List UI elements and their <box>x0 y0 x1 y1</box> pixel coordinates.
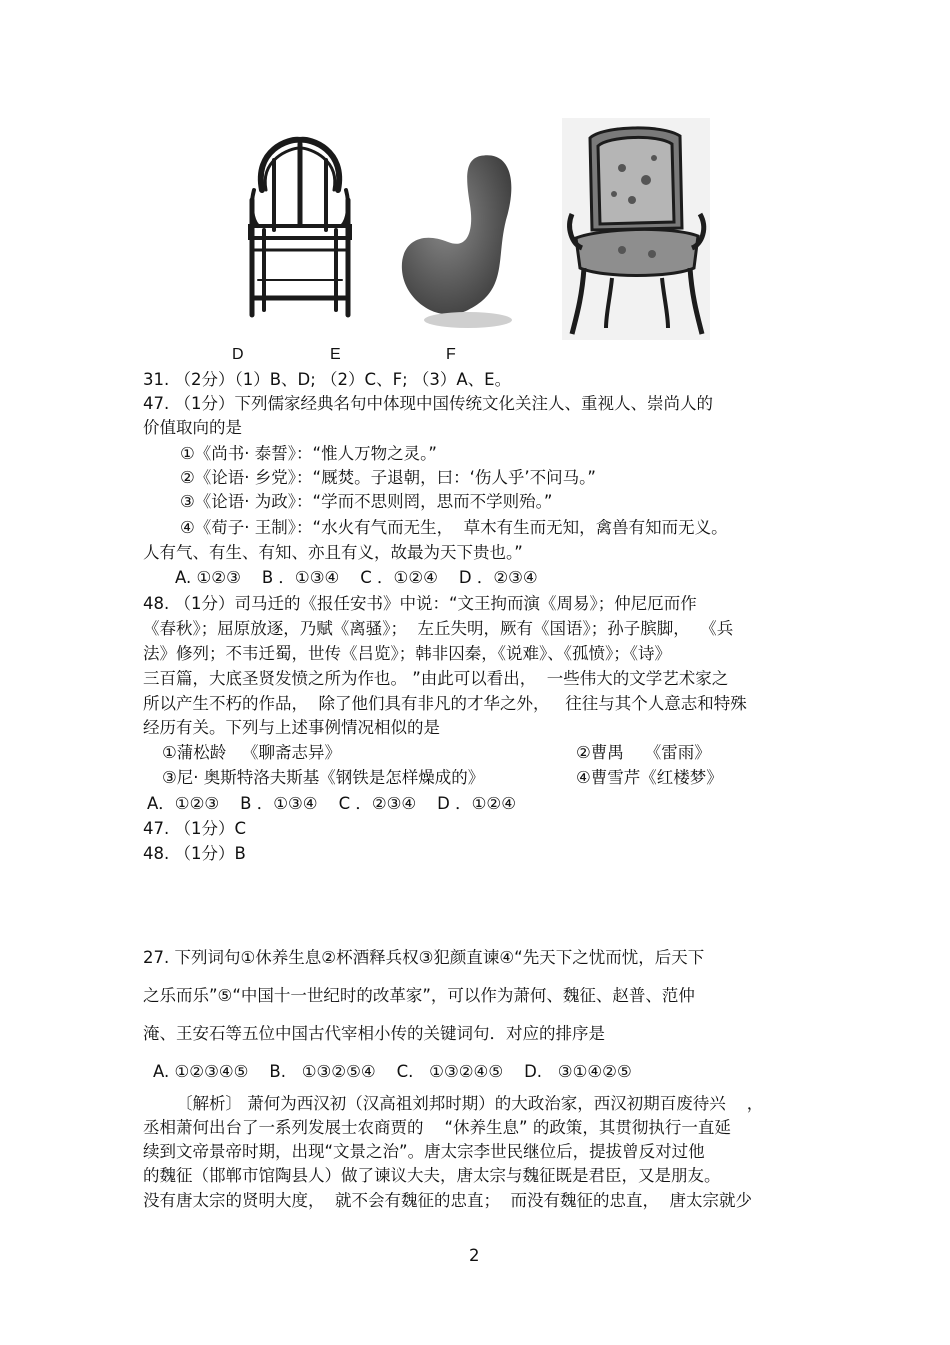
analysis-line-4: 的魏征（邯郸市馆陶县人）做了谏议大夫，唐太宗与魏征既是君臣，又是朋友。 <box>143 1166 721 1185</box>
question-47-options: A. ①②③ B ．①③④ C ．①②④ D ．②③④ <box>175 568 538 587</box>
question-48-item-1: ①蒲松龄 《聊斋志异》 <box>162 743 342 762</box>
question-48-stem-1: 48. （1分）司马迁的《报任安书》中说：“文王拘而演《周易》；仲尼厄而作 <box>143 594 697 613</box>
question-47-stem-cont: 价值取向的是 <box>143 418 242 437</box>
analysis-line-1: 〔解析〕 萧何为西汉初（汉高祖刘邦时期）的大政治家，西汉初期百废待兴 ， <box>176 1094 764 1113</box>
ming-chair-icon <box>244 130 356 318</box>
answer-31: 31. （2分）（1）B、D; （2）C、F; （3）A、E。 <box>143 370 512 389</box>
question-48-item-3: ③尼· 奥斯特洛夫斯基《钢铁是怎样燥成的》 <box>162 768 485 787</box>
chair-d-image <box>244 130 356 318</box>
analysis-line-5: 没有唐太宗的贤明大度， 就不会有魏征的忠直； 而没有魏征的忠直， 唐太宗就少 <box>143 1191 752 1210</box>
analysis-line-2: 丞相萧何出台了一系列发展士农商贾的 “休养生息” 的政策，其贯彻执行一直延 <box>143 1118 731 1137</box>
question-48-stem-6: 经历有关。下列与上述事例情况相似的是 <box>143 718 440 737</box>
question-27-stem-2: 之乐而乐”⑤“中国十一世纪时的改革家”，可以作为萧何、魏征、赵普、范仲 <box>143 986 695 1005</box>
question-47-item-4: ④《荀子· 王制》：“水火有气而无生， 草木有生而无知，禽兽有知而无义。 <box>180 518 728 537</box>
question-27-stem-3: 淹、王安石等五位中国古代宰相小传的关键词句．对应的排序是 <box>143 1024 605 1043</box>
question-47-item-1: ①《尚书· 泰誓》：“惟人万物之灵。” <box>180 444 437 463</box>
chair-d-label: D <box>232 346 244 363</box>
question-47-item-4-cont: 人有气、有生、有知、亦且有义，故最为天下贵也。” <box>143 543 523 562</box>
question-48-stem-3: 法》修列；不韦迁蜀，世传《吕览》；韩非囚秦，《说难》、《孤愤》；《诗》 <box>143 644 671 663</box>
chair-e-label: E <box>330 346 341 363</box>
chair-f-label: F <box>446 346 456 363</box>
question-48-stem-4: 三百篇，大底圣贤发愤之所为作也。 ”由此可以看出， 一些伟大的文学艺术家之 <box>143 669 729 688</box>
question-48-item-4: ④曹雪芹《红楼梦》 <box>576 768 723 787</box>
question-48-stem-2: 《春秋》；屈原放逐，乃赋《离骚》； 左丘失明，厥有《国语》；孙子膑脚， 《兵 <box>143 619 734 638</box>
question-27-options: A. ①②③④⑤ B. ①③②⑤④ C. ①③②④⑤ D. ③①④②⑤ <box>153 1062 632 1081</box>
baroque-armchair-icon <box>562 118 710 340</box>
chair-e-image <box>398 150 520 332</box>
chair-f-image <box>562 118 710 340</box>
analysis-line-3: 续到文帝景帝时期，出现“文景之治”。唐太宗李世民继位后，提拔曾反对过他 <box>143 1142 705 1161</box>
question-48-item-2: ②曹禺 《雷雨》 <box>576 743 711 762</box>
question-48-stem-5: 所以产生不朽的作品， 除了他们具有非凡的才华之外， 往往与其个人意志和特殊 <box>143 694 747 713</box>
question-47-item-3: ③《论语· 为政》：“学而不思则罔，思而不学则殆。” <box>180 492 553 511</box>
page-number: 2 <box>469 1246 480 1265</box>
question-48-options: A．①②③ B ．①③④ C ．②③④ D ．①②④ <box>147 794 517 813</box>
question-27-stem-1: 27. 下列词句①休养生息②杯酒释兵权③犯颜直谏④“先天下之忧而忧，后天下 <box>143 948 705 967</box>
question-47-stem: 47. （1分）下列儒家经典名句中体现中国传统文化关注人、重视人、崇尚人的 <box>143 394 713 413</box>
answer-48: 48. （1分）B <box>143 844 246 863</box>
question-47-item-2: ②《论语· 乡党》：“厩焚。子退朝，曰：‘伤人乎’不问马。” <box>180 468 596 487</box>
egg-chair-icon <box>398 150 520 332</box>
answer-47: 47. （1分）C <box>143 819 247 838</box>
